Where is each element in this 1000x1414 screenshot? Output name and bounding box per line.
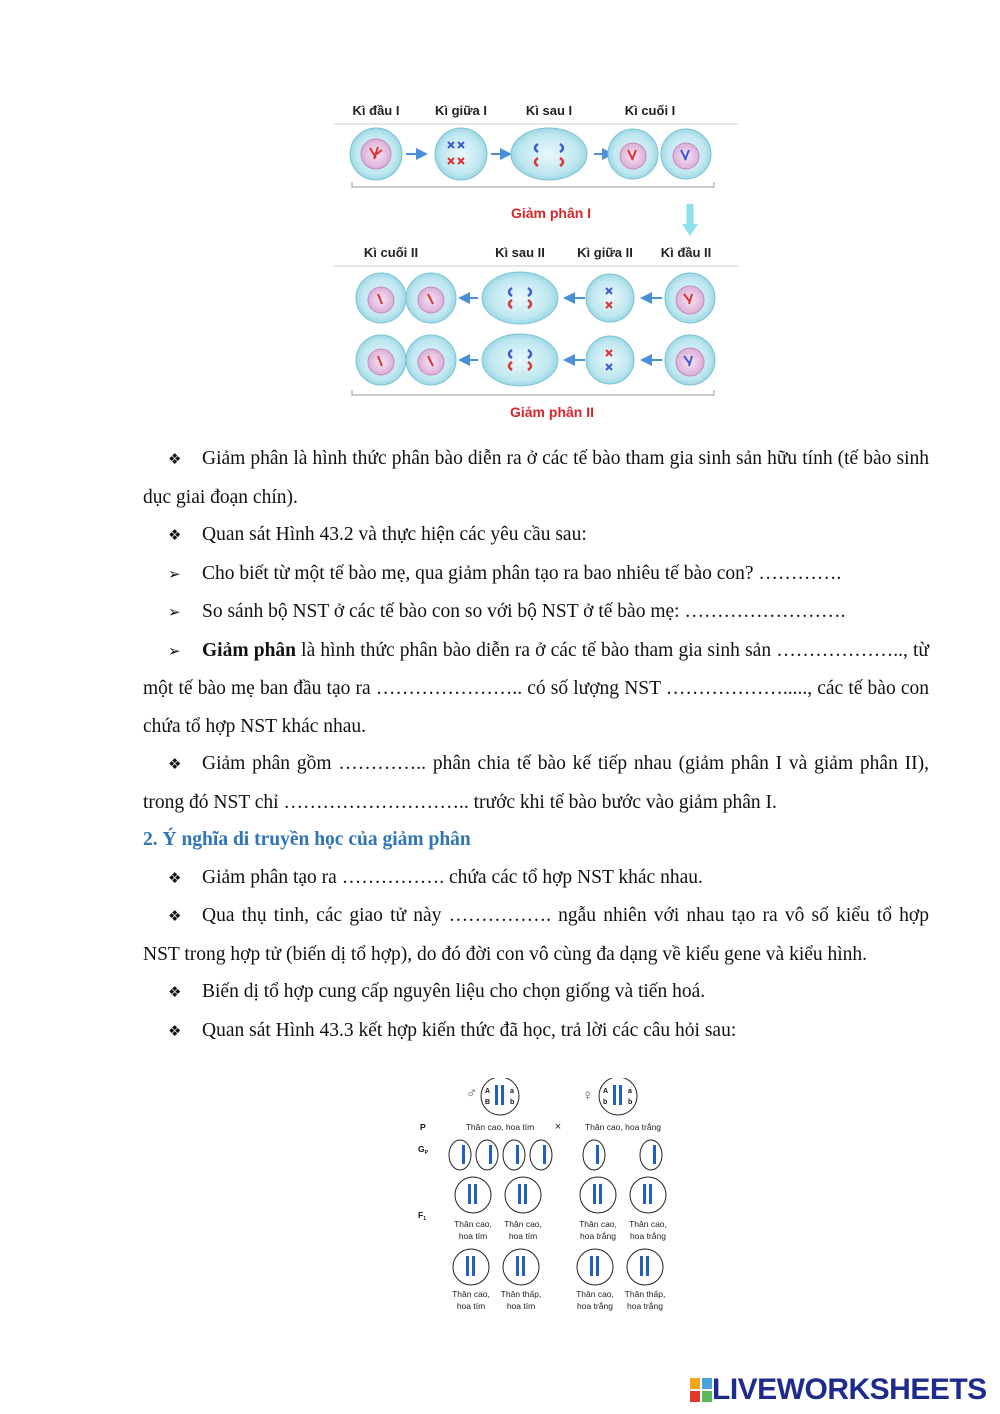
question-divisions[interactable]: ❖ Giảm phân gồm ………….. phân chia tế bào kế tiếp nhau (giảm phân I và giảm phân II), trong đó NST chỉ ……………………….. trước khi tế bào bước vào giảm phân I. xyxy=(143,745,929,821)
cells-row-upper xyxy=(356,272,715,324)
meiosis-2-label: Giảm phân II xyxy=(509,404,595,420)
svg-text:b: b xyxy=(603,1099,608,1106)
liveworksheets-logo xyxy=(690,1374,987,1406)
gametes-female xyxy=(583,1140,662,1170)
stage-label-anaphase-1: Kì sau I xyxy=(525,103,573,118)
f1-r1-label: Thân cao, hoa trắng xyxy=(629,1219,667,1241)
f1-r1-label: Thân cao, hoa tím xyxy=(504,1219,542,1241)
f1-offspring-row-2 xyxy=(453,1249,663,1285)
cross-symbol: × xyxy=(554,1121,562,1133)
stage-label-telophase-1: Kì cuối I xyxy=(624,103,676,118)
svg-text:b: b xyxy=(628,1099,633,1106)
parent-male-cell xyxy=(481,1078,519,1115)
question-gametes[interactable]: ❖ Giảm phân tạo ra ……………. chứa các tổ hợp NST khác nhau. xyxy=(143,859,929,898)
stage-label-metaphase-2: Kì giữa II xyxy=(577,245,633,260)
cell-telophase-1 xyxy=(608,129,711,179)
diamond-bullet: ❖ xyxy=(168,526,182,544)
stage-label-prophase-2: Kì đầu II xyxy=(660,245,712,260)
f1-r2-label: Thân thấp, hoa trắng xyxy=(624,1289,666,1311)
svg-text:A: A xyxy=(485,1088,491,1095)
arrow-bullet: ➢ xyxy=(168,564,181,583)
paragraph-observe-43-3: ❖ Quan sát Hình 43.3 kết hợp kiến thức đã học, trả lời các câu hỏi sau: xyxy=(143,1012,929,1051)
logo-icon xyxy=(690,1378,712,1402)
cell-prophase-1 xyxy=(350,128,402,180)
section-heading-2: 2. Ý nghĩa di truyền học của giảm phân xyxy=(143,829,471,850)
stage-label-metaphase-1: Kì giữa I xyxy=(434,103,488,118)
f1-r2-label: Thân cao, hoa tím xyxy=(452,1289,490,1311)
arrow-bullet: ➢ xyxy=(168,641,181,660)
worksheet-text xyxy=(143,440,929,1050)
f1-r1-label: Thân cao, hoa trắng xyxy=(579,1219,617,1241)
parent-female-label: Thân cao, hoa trắng xyxy=(584,1122,662,1132)
question-definition[interactable]: ➢ Giảm phân là hình thức phân bào diễn ra ở các tế bào tham gia sinh sản ……………….., từ một tế bào mẹ ban đầu tạo ra ………………….. có số lượng NST ………………....., các tế bào con chứa tổ hợp NST khác nhau. xyxy=(143,632,929,746)
paragraph-2: ❖ Quan sát Hình 43.2 và thực hiện các yêu cầu sau: xyxy=(143,516,929,555)
diamond-bullet: ❖ xyxy=(168,755,182,773)
stage-label-telophase-2: Kì cuối II xyxy=(363,245,419,260)
paragraph-1: ❖ Giảm phân là hình thức phân bào diễn ra ở các tế bào tham gia sinh sản hữu tính (tế bào sinh dục giai đoạn chín). xyxy=(143,440,929,516)
parent-female-cell xyxy=(599,1078,637,1115)
question-fertilization[interactable]: ❖ Qua thụ tinh, các giao tử này ……………. ngẫu nhiên với nhau tạo ra vô số kiểu tổ hợp NST trong hợp tử (biến dị tổ hợp), do đó đời con vô cùng đa dạng về kiểu gene và kiểu hình. xyxy=(143,897,929,973)
svg-text:a: a xyxy=(510,1088,514,1095)
diamond-bullet: ❖ xyxy=(168,907,182,925)
cells-row-lower xyxy=(356,334,715,386)
diamond-bullet: ❖ xyxy=(168,1021,182,1040)
cell-metaphase-1 xyxy=(435,128,487,180)
svg-text:a: a xyxy=(628,1088,632,1095)
diamond-bullet: ❖ xyxy=(168,450,182,468)
diamond-bullet: ❖ xyxy=(168,868,182,887)
paragraph-variation: ❖ Biến dị tổ hợp cung cấp nguyên liệu cho chọn giống và tiến hoá. xyxy=(143,973,929,1012)
f1-r2-label: Thân cao, hoa trắng xyxy=(576,1289,614,1311)
f1-r1-label: Thân cao, hoa tím xyxy=(454,1219,492,1241)
svg-text:B: B xyxy=(485,1099,491,1106)
cross-figure xyxy=(412,1078,680,1323)
logo-text: LIVEWORKSHEETS xyxy=(712,1373,987,1406)
diamond-bullet: ❖ xyxy=(168,983,182,1001)
row-label-p: P xyxy=(420,1122,426,1132)
question-compare-nst[interactable]: ➢ So sánh bộ NST ở các tế bào con so với bộ NST ở tế bào mẹ: ……………………. xyxy=(143,593,929,632)
meiosis-figure xyxy=(330,92,742,424)
meiosis-1-label: Giảm phân I xyxy=(510,205,592,221)
f1-offspring-row-1 xyxy=(455,1177,666,1213)
cell-anaphase-1 xyxy=(511,128,587,180)
parent-male-label: Thân cao, hoa tím xyxy=(465,1122,535,1132)
f1-r2-label: Thân thấp, hoa tím xyxy=(500,1289,542,1311)
female-symbol-icon: ♀ xyxy=(582,1087,594,1104)
question-count-cells[interactable]: ➢ Cho biết từ một tế bào mẹ, qua giảm phân tạo ra bao nhiêu tế bào con? …………. xyxy=(143,555,929,594)
arrow-bullet: ➢ xyxy=(168,603,181,621)
stage-label-anaphase-2: Kì sau II xyxy=(495,245,545,260)
svg-text:b: b xyxy=(510,1099,515,1106)
gametes-male xyxy=(449,1140,552,1170)
row-label-g: $G_P$ xyxy=(418,1144,428,1156)
svg-text:A: A xyxy=(603,1088,609,1095)
male-symbol-icon: ♂ xyxy=(466,1085,478,1102)
stage-label-prophase-1: Kì đầu I xyxy=(352,103,400,118)
row-label-f1: $F_1$ xyxy=(418,1210,426,1222)
